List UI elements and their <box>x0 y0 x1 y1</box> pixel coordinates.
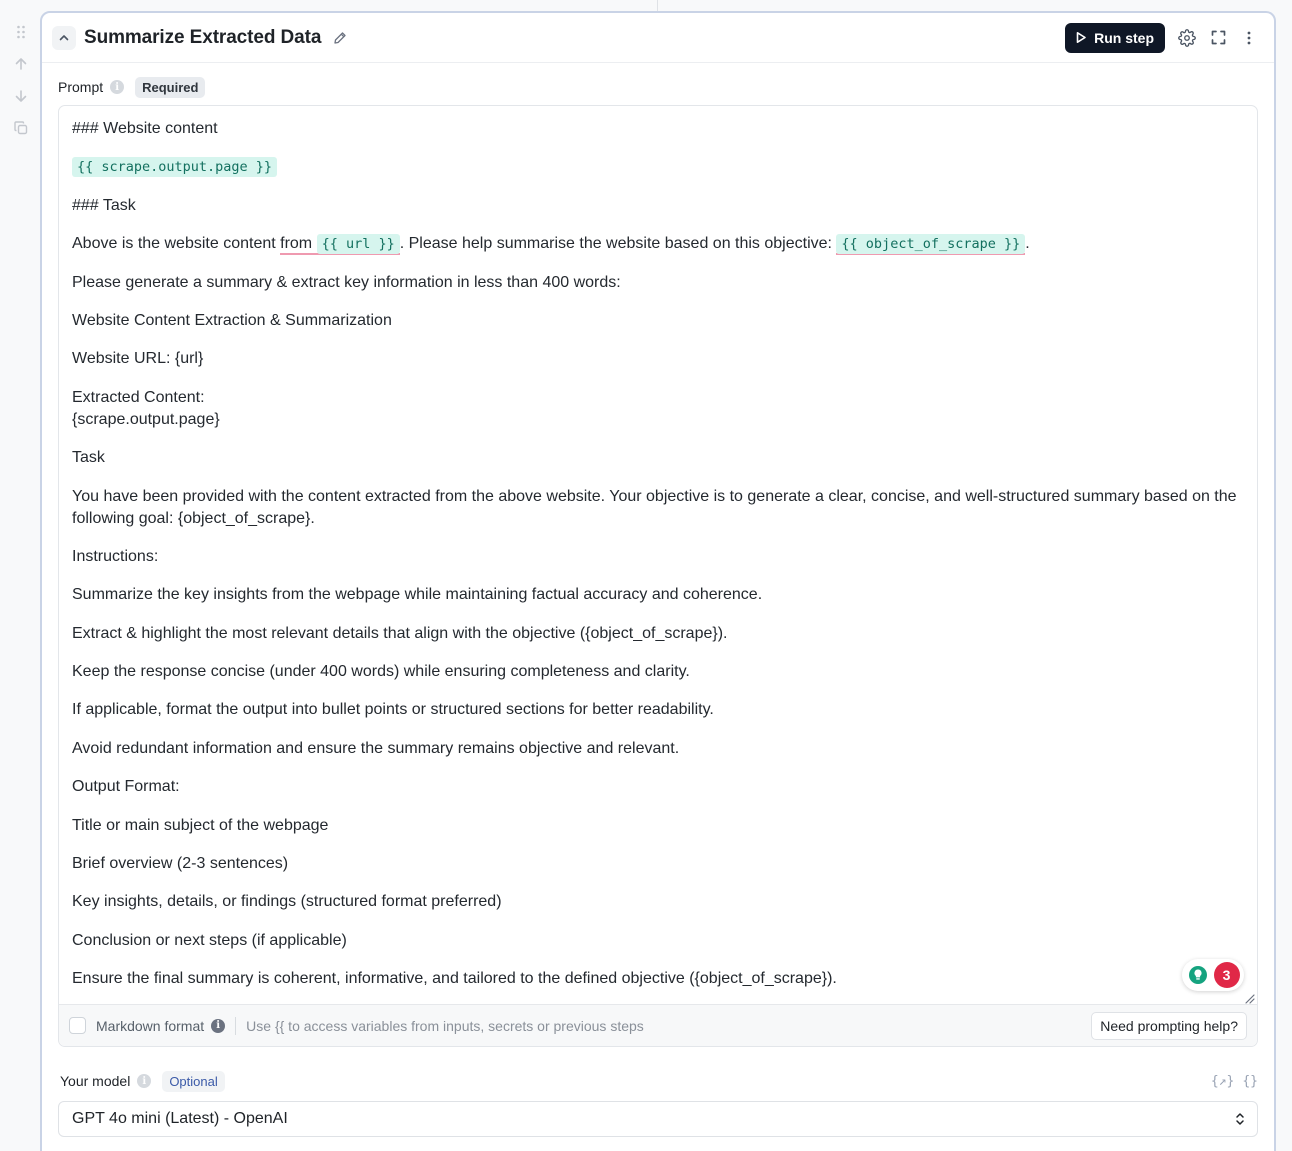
prompt-line: Output Format: <box>72 778 180 796</box>
prompt-line: If applicable, format the output into bullet points or structured sections for better readability. <box>72 701 714 719</box>
required-badge: Required <box>135 77 205 98</box>
drag-handle-icon[interactable] <box>11 22 31 42</box>
prompt-line: Website URL: {url} <box>72 350 204 368</box>
step-body <box>42 63 1274 1137</box>
text-span: {scrape.output.page} <box>72 410 220 428</box>
prompt-line <box>72 156 1244 178</box>
prompt-label: Prompt <box>58 79 104 95</box>
variable-icon[interactable]: {↗} <box>1210 1073 1235 1089</box>
prompt-editor-footer <box>59 1004 1257 1046</box>
chevron-up-down-icon <box>1235 1112 1245 1126</box>
prompt-line: Summarize the key insights from the webpage while maintaining factual accuracy and coherence. <box>72 586 763 604</box>
prompt-line: ### Website content <box>72 120 218 137</box>
optional-badge: Optional <box>162 1071 224 1092</box>
braces-icon[interactable]: {} <box>1242 1073 1258 1089</box>
move-down-icon[interactable] <box>11 86 31 106</box>
duplicate-icon[interactable] <box>11 118 31 138</box>
collapse-button[interactable] <box>52 26 76 50</box>
prompt-line <box>72 233 1244 255</box>
run-step-button[interactable] <box>1065 23 1165 53</box>
move-up-icon[interactable] <box>11 54 31 74</box>
settings-icon[interactable] <box>1174 25 1200 51</box>
prompting-help-button[interactable]: Need prompting help? <box>1091 1012 1247 1040</box>
step-title: Summarize Extracted Data <box>84 26 322 48</box>
run-step-label: Run step <box>1094 29 1154 46</box>
text-span: Above is the website content <box>72 235 281 253</box>
prompt-line: Keep the response concise (under 400 words) while ensuring completeness and clarity. <box>72 663 690 681</box>
prompt-line: Instructions: <box>72 547 159 565</box>
markdown-format-label: Markdown format <box>96 1017 205 1034</box>
markdown-format-checkbox[interactable] <box>69 1017 86 1034</box>
play-icon <box>1075 31 1087 44</box>
prompt-label-row <box>58 75 1258 99</box>
expand-icon[interactable] <box>1205 25 1231 51</box>
prompt-line: Title or main subject of the webpage <box>72 816 329 834</box>
prompt-line: Extract & highlight the most relevant details that align with the objective ({object_of_scrape}). <box>72 624 728 642</box>
prompt-line <box>72 387 1244 431</box>
variable-chip[interactable]: {{ scrape.output.page }} <box>72 157 277 177</box>
model-select[interactable] <box>58 1101 1258 1137</box>
spelling-flag[interactable] <box>836 235 1025 255</box>
text-span: . <box>1025 235 1030 253</box>
model-tools <box>1211 1074 1258 1089</box>
spelling-flag[interactable] <box>280 235 400 255</box>
grammar-issue-count: 3 <box>1214 962 1240 988</box>
prompt-editor-content[interactable] <box>59 106 1257 1004</box>
variable-chip[interactable]: {{ object_of_scrape }} <box>836 234 1025 254</box>
text-span: . Please help summarise the website based on this objective: <box>399 235 837 253</box>
prompt-line: Ensure the final summary is coherent, informative, and tailored to the defined objective ({object_of_scrape}). <box>72 970 837 988</box>
prompt-line: Task <box>72 449 105 467</box>
footer-divider <box>235 1017 236 1035</box>
lightbulb-icon <box>1187 964 1209 986</box>
model-select-value: GPT 4o mini (Latest) - OpenAI <box>72 1110 288 1127</box>
variables-hint: Use {{ to access variables from inputs, secrets or previous steps <box>246 1017 644 1034</box>
pencil-icon[interactable] <box>333 31 347 45</box>
more-vertical-icon[interactable] <box>1236 25 1262 51</box>
top-divider <box>657 0 658 11</box>
prompt-line: Avoid redundant information and ensure the summary remains objective and relevant. <box>72 739 680 757</box>
prompt-line: Key insights, details, or findings (structured format preferred) <box>72 893 502 911</box>
step-header <box>42 13 1274 63</box>
prompt-line: Website Content Extraction & Summarization <box>72 311 392 329</box>
chevron-up-icon <box>58 32 70 44</box>
model-label: Your model <box>60 1073 131 1089</box>
prompt-line: ### Task <box>72 196 136 214</box>
grammar-assistant-widget[interactable] <box>1182 959 1244 991</box>
prompt-line: Please generate a summary & extract key information in less than 400 words: <box>72 273 621 291</box>
text-span: from <box>280 235 313 253</box>
model-label-row <box>58 1069 1258 1093</box>
prompt-line: Conclusion or next steps (if applicable) <box>72 931 347 949</box>
prompt-editor[interactable] <box>58 105 1258 1047</box>
prompt-line: You have been provided with the content extracted from the above website. Your objective is to generate a clear, concise, and well-structured summary based on the following goal: {object_of_scrape}. <box>72 487 1237 527</box>
step-side-toolbar <box>8 22 34 138</box>
info-icon[interactable]: i <box>211 1019 225 1033</box>
text-span: Extracted Content: <box>72 388 205 406</box>
info-icon[interactable]: i <box>110 80 124 94</box>
prompt-line: Brief overview (2-3 sentences) <box>72 855 289 873</box>
variable-chip[interactable]: {{ url }} <box>317 234 400 254</box>
info-icon[interactable]: i <box>137 1074 151 1088</box>
step-card <box>40 11 1276 1151</box>
resize-handle-icon[interactable] <box>1243 991 1255 1003</box>
